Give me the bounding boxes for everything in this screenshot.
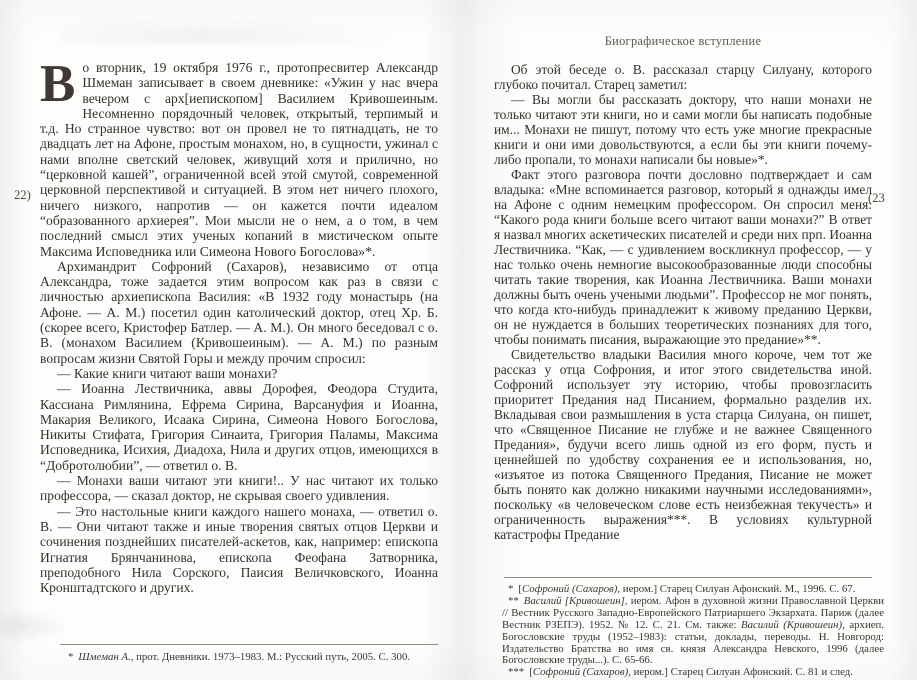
scan-showthrough-artifact bbox=[58, 14, 408, 44]
right-page-text-block bbox=[494, 62, 872, 542]
footnote-author: Василий [Кривошеин] bbox=[523, 594, 625, 607]
paragraph: — Вы могли бы рассказать доктору, что наши монахи не только читают эти книги, но и сами могли бы написать подобные им... Монахи не пишут, потому что есть уже многие прекрасные книги и они ими довольствуются, а если бы эти книги почему-либо пропали, то монахи написали бы новые»*. bbox=[494, 92, 872, 167]
footnote-marker: * bbox=[508, 583, 514, 595]
footnote-separator-rule bbox=[60, 644, 438, 645]
footnote bbox=[502, 596, 884, 667]
paragraph: Об этой беседе о. В. рассказал старцу Силуану, которого глубоко почитал. Старец заметил: bbox=[494, 62, 872, 92]
footnote-marker: ** bbox=[508, 594, 519, 607]
footnote-marker: * bbox=[68, 651, 74, 663]
footnote-text: , архиеп. Богословские труды (1952–1983): статьи, доклады, переводы. Н. Новгород: Издательство Братства во имя св. князя Александра Невского, 1996 (далее Богословские труды...). С. 65-66. bbox=[502, 618, 884, 667]
footnotes-block bbox=[502, 584, 884, 679]
paragraph: Свидетельство владыки Василия много короче, чем тот же рассказ у отца Софрония, и итог этого свидетельства иной. Софроний использует эту историю, чтобы провозгласить приоритет Предания над Писанием, формально разделив их. Вкладывая свои размышления в уста старца Силуана, он пишет, что «Священное Писание не глубже и не важнее Священного Предания», будучи всего лишь одной из его форм, пусть и ценнейшей по удобству сохранения ее и использования, но, «изъятое из потока Священного Предания, Писание не может быть понято как должно никакими научными исследованиями», поскольку «в человеческом слове есть неизбежная текучесть» и ограниченность выражения***. В условиях культурной катастрофы Предание bbox=[494, 347, 872, 542]
paragraph: — Это настольные книги каждого нашего монаха, — ответил о. В. — Они читают также и иные творения святых отцов Церкви и сочинения позднейших писателей-аскетов, как, например: епископа Игнатия Брянчанинова, епископа Феофана Затворника, преподобного Нила Сорского, Паисия Величковского, Иоанна Кронштадтского и других. bbox=[40, 503, 438, 596]
footnote-author: Софроний (Сахаров) bbox=[532, 666, 629, 679]
footnote-marker: *** bbox=[508, 666, 525, 679]
footnote-bracket: [ bbox=[529, 666, 533, 679]
footnote bbox=[502, 667, 884, 679]
footnote-text: прот. Дневники. 1973–1983. М.: Русский путь, 2005. С. 300. bbox=[133, 651, 411, 663]
paragraph: — Какие книги читают ваши монахи? bbox=[57, 365, 278, 381]
footnote bbox=[62, 652, 440, 664]
footnote-text: , иером.] Старец Силуан Афонский. М., 1996. С. 67. bbox=[617, 583, 856, 595]
paragraph: — Иоанна Лествичника, аввы Дорофея, Феодора Студита, Кассиана Римлянина, Ефрема Сирина, Варсануфия и Иоанна, Макария Великого, Исаака Сирина, Симеона Нового Богослова, Никиты Стифата, Григория Синаита, Григория Паламы, Максима Исповедника, Исихия, Диадоха, Нила и других отцов, имеющихся в “Добротолюбии”, — ответил о. В. bbox=[40, 381, 438, 473]
dropcap-letter: В bbox=[40, 55, 76, 113]
paragraph: Факт этого разговора почти дословно подтверждает и сам владыка: «Мне вспоминается разговор, который я однажды имел на Афоне с одним немецким профессором. Он спросил меня: “Какого рода книги больше всего читают ваши монахи?” В ответ я назвал многих аскетических писателей и среди них прп. Иоанна Лествичника. “Как, — с удивлением воскликнул профессор, — у нас только очень немногие высокообразованные люди способны читать такие творения, как Иоанна Лествичника. Ваши монахи должны быть очень учеными людьми”. Профессор не мог понять, что когда кто-нибудь принадлежит к живому преданию Церкви, он не нуждается в больших теоретических познаниях для того, чтобы понимать писания, выражающие это предание»**. bbox=[494, 167, 872, 347]
footnote-text: , иером.] Старец Силуан Афонский. С. 81 и след. bbox=[628, 666, 853, 679]
running-header: Биографическое вступление bbox=[604, 34, 762, 48]
scan-smudge-artifact bbox=[0, 608, 70, 644]
paragraph-text: о вторник, 19 октября 1976 г., протопресвитер Александр Шмеман записывает в своем дневнике: «Ужин у нас вчера вечером с арх[иепископом] Василием Кривошеиным. Несомненно порядочный человек, открытый, терпимый и т.д. Но странное чувство: вот он провел не то пятнадцать, не то двадцать лет на Афоне, простым монахом, но, в сущности, ужинал с нами вполне светский человек, живущий хотя и прилично, но “церковной кашей”, ограниченной всей этой смутой, современной церковной перспективой и ситуацией. В этом нет ничего плохого, ничего низкого, напротив — он кажется почти идеалом “образованного архиерея”. Мои мысли не о нем, а о том, в чем последний смысл этих ученых копаний в мистическом опыте Максима Исповедника или Симеона Нового Богослова»*. bbox=[40, 60, 438, 259]
paragraph: Архимандрит Софроний (Сахаров), независимо от отца Александра, тоже задается этим вопросом как раз в связи с личностью архиепископа Василия: «В 1932 году монастырь (на Афоне. — А. М.) посетил один католический доктор, отец Хр. Б. (скорее всего, Кристофер Батлер. — А. М.). Он много беседовал с о. В. (монахом Василием (Кривошеиным). — А. М.) по разным вопросам жизни Святой Горы и между прочим спросил: bbox=[40, 258, 438, 366]
footnote-author: Василий (Кривошеин) bbox=[741, 618, 843, 631]
footnote-author: Шмеман А., bbox=[78, 651, 134, 663]
footnote-text: , иером. Афон в духовной жизни Православной Церкви // Вестник Русского Западно-Европейского Патриаршего Экзархата. Париж (далее Вестник РЗЕПЭ). 1952. № 12. С. 21. См. также: bbox=[502, 594, 884, 631]
paragraph bbox=[40, 55, 438, 259]
left-page-text-block bbox=[40, 55, 438, 596]
paragraph: — Монахи ваши читают эти книги!.. У нас читают их только профессора, — сказал доктор, не скрывая своего удивления. bbox=[40, 473, 438, 504]
footnote-author: Софроний (Сахаров) bbox=[522, 583, 618, 595]
left-page-margin-number: 22) bbox=[14, 188, 31, 202]
footnote-separator-rule bbox=[504, 577, 872, 578]
footnote-bracket: [ bbox=[518, 583, 523, 595]
right-page-margin-number: (23 bbox=[868, 191, 885, 205]
